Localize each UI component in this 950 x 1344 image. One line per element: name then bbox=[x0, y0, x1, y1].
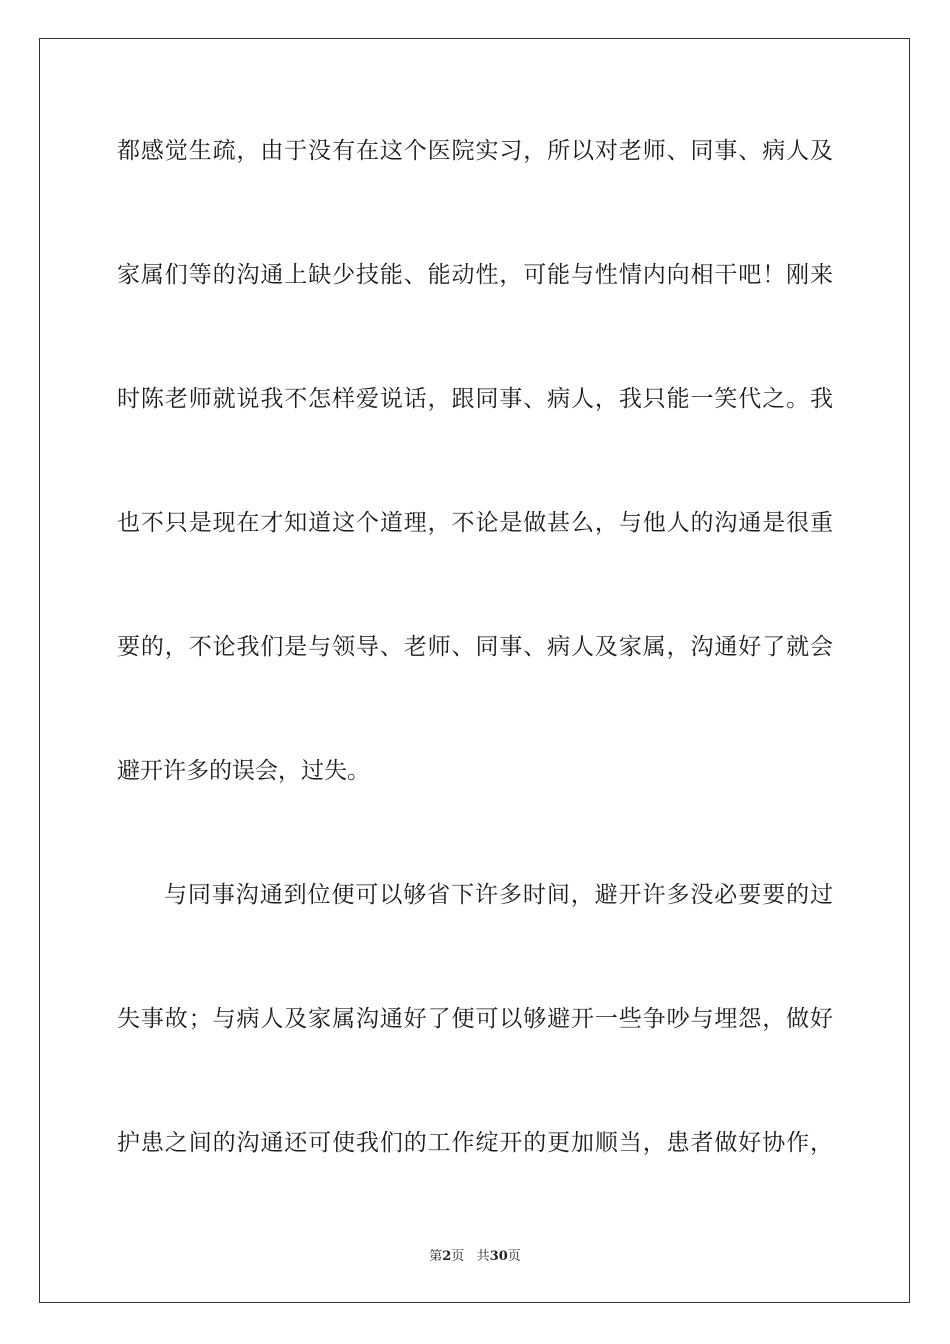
text-line-4: 也不只是现在才知道这个道理，不论是做甚么，与他人的沟通是很重 bbox=[117, 510, 833, 536]
footer-total-suffix: 页 bbox=[507, 1249, 521, 1264]
text-line-7: 与同事沟通到位便可以够省下许多时间，避开许多没必要要的过 bbox=[164, 882, 833, 908]
text-line-3: 时陈老师就说我不怎样爱说话，跟同事、病人，我只能一笑代之。我 bbox=[117, 386, 833, 412]
footer-total-prefix: 共 bbox=[476, 1249, 490, 1264]
page-footer bbox=[0, 1248, 950, 1266]
footer-page-suffix: 页 bbox=[451, 1249, 465, 1264]
text-line-9: 护患之间的沟通还可使我们的工作绽开的更加顺当，患者做好协作， bbox=[117, 1130, 833, 1156]
text-line-8: 失事故；与病人及家属沟通好了便可以够避开一些争吵与埋怨，做好 bbox=[117, 1006, 833, 1032]
footer-page-prefix: 第 bbox=[429, 1249, 443, 1264]
text-line-6: 避开许多的误会，过失。 bbox=[117, 758, 370, 784]
footer-total-pages: 30 bbox=[489, 1249, 508, 1264]
page-border bbox=[39, 38, 910, 1303]
text-line-1: 都感觉生疏，由于没有在这个医院实习，所以对老师、同事、病人及 bbox=[117, 138, 833, 164]
text-line-5: 要的，不论我们是与领导、老师、同事、病人及家属，沟通好了就会 bbox=[117, 634, 833, 660]
text-line-2: 家属们等的沟通上缺少技能、能动性，可能与性情内向相干吧！刚来 bbox=[117, 262, 833, 288]
footer-page-current: 2 bbox=[442, 1249, 452, 1264]
